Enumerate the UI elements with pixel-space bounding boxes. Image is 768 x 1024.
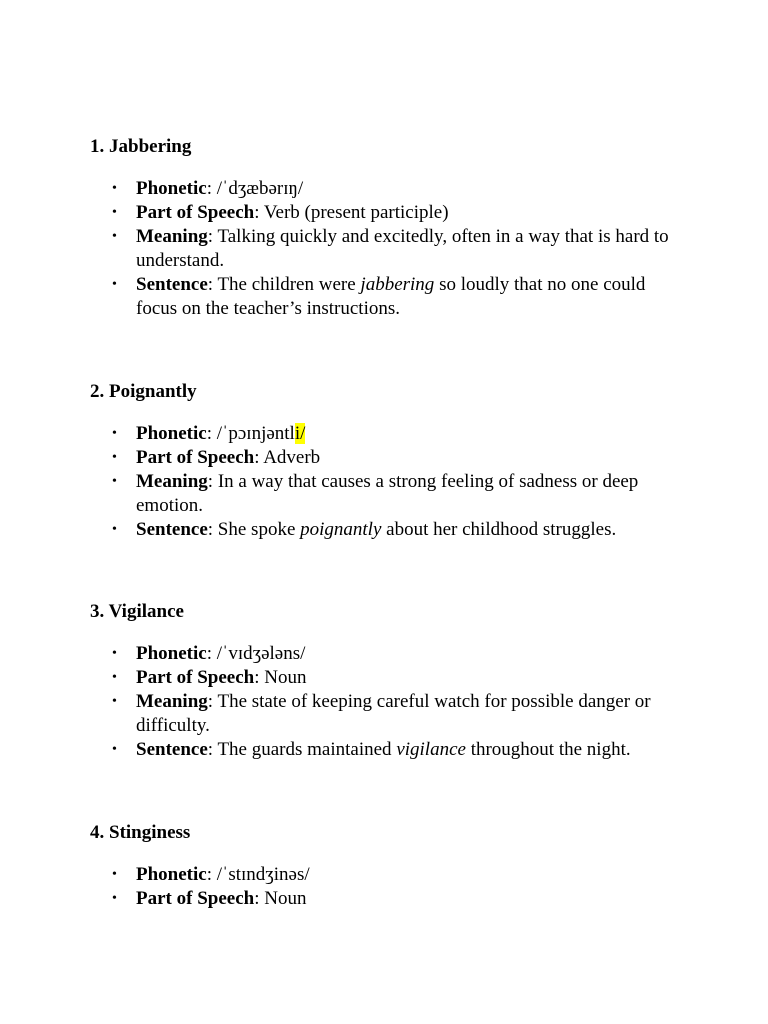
bullet-icon: •	[112, 891, 117, 906]
bullet-icon: •	[112, 670, 117, 685]
sentence-text-before: She spoke	[217, 519, 301, 540]
phonetic-label: Phonetic	[136, 864, 207, 885]
list-item-meaning: • Meaning: Talking quickly and excitedly, often in a way that is hard to understand.	[112, 226, 669, 271]
sentence-text-before: The children were	[217, 274, 361, 295]
bullet-icon: •	[112, 867, 117, 882]
bullet-icon: •	[112, 474, 117, 489]
meaning-label: Meaning	[136, 226, 208, 247]
entry-details-list	[90, 642, 690, 762]
list-item-meaning: • Meaning: The state of keeping careful watch for possible danger or difficulty.	[112, 691, 651, 736]
list-item-phonetic: • Phonetic: /ˈpɔɪnjəntli/	[112, 423, 306, 444]
sentence-vocab-word: vigilance	[396, 739, 466, 760]
phonetic-label: Phonetic	[136, 423, 207, 444]
phonetic-value: /ˈvɪdʒələns/	[216, 643, 306, 664]
sentence-text-after: throughout the night.	[465, 739, 631, 760]
list-item-meaning: • Meaning: In a way that causes a strong feeling of sadness or deep emotion.	[112, 471, 639, 516]
part-of-speech-label: Part of Speech	[136, 202, 255, 223]
entry-details-list	[90, 422, 690, 542]
sentence-vocab-word: jabbering	[360, 274, 435, 295]
list-item-phonetic: • Phonetic: /ˈstɪndʒinəs/	[112, 864, 310, 885]
meaning-value: In a way that causes a strong feeling of sadness or deep emotion.	[136, 471, 639, 516]
meaning-label: Meaning	[136, 691, 208, 712]
sentence-text-after: so loudly that no one could focus on the teacher’s instructions.	[136, 274, 646, 319]
part-of-speech-label: Part of Speech	[136, 888, 255, 909]
vocab-entry-poignantly	[90, 380, 690, 542]
list-item-phonetic: • Phonetic: /ˈdʒæbərɪŋ/	[112, 178, 304, 199]
part-of-speech-value: Noun	[264, 888, 307, 909]
list-item-part-of-speech: • Part of Speech: Noun	[112, 888, 307, 909]
part-of-speech-label: Part of Speech	[136, 447, 255, 468]
part-of-speech-label: Part of Speech	[136, 667, 255, 688]
entry-heading: 1. Jabbering	[90, 136, 192, 157]
bullet-icon: •	[112, 205, 117, 220]
sentence-text-after: about her childhood struggles.	[381, 519, 617, 540]
entry-details-list	[90, 863, 690, 911]
phonetic-value: /ˈstɪndʒinəs/	[216, 864, 310, 885]
entry-heading: 3. Vigilance	[90, 601, 184, 622]
list-item-sentence: • Sentence: The guards maintained vigilance throughout the night.	[112, 739, 631, 760]
list-item-part-of-speech: • Part of Speech: Adverb	[112, 447, 321, 468]
meaning-value: Talking quickly and excitedly, often in a way that is hard to understand.	[136, 226, 669, 271]
phonetic-label: Phonetic	[136, 643, 207, 664]
meaning-label: Meaning	[136, 471, 208, 492]
list-item-phonetic: • Phonetic: /ˈvɪdʒələns/	[112, 643, 306, 664]
bullet-icon: •	[112, 646, 117, 661]
sentence-label: Sentence	[136, 739, 208, 760]
sentence-label: Sentence	[136, 274, 208, 295]
vocab-entry-vigilance	[90, 600, 690, 762]
bullet-icon: •	[112, 229, 117, 244]
bullet-icon: •	[112, 450, 117, 465]
list-item-sentence: • Sentence: She spoke poignantly about her childhood struggles.	[112, 519, 617, 540]
part-of-speech-value: Verb (present participle)	[263, 202, 449, 223]
bullet-icon: •	[112, 181, 117, 196]
bullet-icon: •	[112, 522, 117, 537]
sentence-text-before: The guards maintained	[217, 739, 397, 760]
bullet-icon: •	[112, 426, 117, 441]
phonetic-label: Phonetic	[136, 178, 207, 199]
list-item-part-of-speech: • Part of Speech: Noun	[112, 667, 307, 688]
meaning-value: The state of keeping careful watch for possible danger or difficulty.	[136, 691, 651, 736]
entry-heading: 4. Stinginess	[90, 822, 191, 843]
entry-details-list	[90, 177, 690, 321]
vocab-entry-stinginess	[90, 821, 690, 911]
highlighted-text: i/	[294, 423, 306, 444]
sentence-vocab-word: poignantly	[300, 519, 382, 540]
bullet-icon: •	[112, 277, 117, 292]
bullet-icon: •	[112, 694, 117, 709]
vocab-entry-jabbering	[90, 135, 690, 321]
phonetic-value: /ˈdʒæbərɪŋ/	[216, 178, 304, 199]
bullet-icon: •	[112, 742, 117, 757]
list-item-sentence: • Sentence: The children were jabbering so loudly that no one could focus on the teacher’s instructions.	[112, 274, 646, 319]
entry-heading: 2. Poignantly	[90, 381, 197, 402]
part-of-speech-value: Adverb	[263, 447, 321, 468]
phonetic-value: /ˈpɔɪnjəntl	[216, 423, 295, 444]
sentence-label: Sentence	[136, 519, 208, 540]
list-item-part-of-speech: • Part of Speech: Verb (present participle)	[112, 202, 449, 223]
part-of-speech-value: Noun	[264, 667, 307, 688]
